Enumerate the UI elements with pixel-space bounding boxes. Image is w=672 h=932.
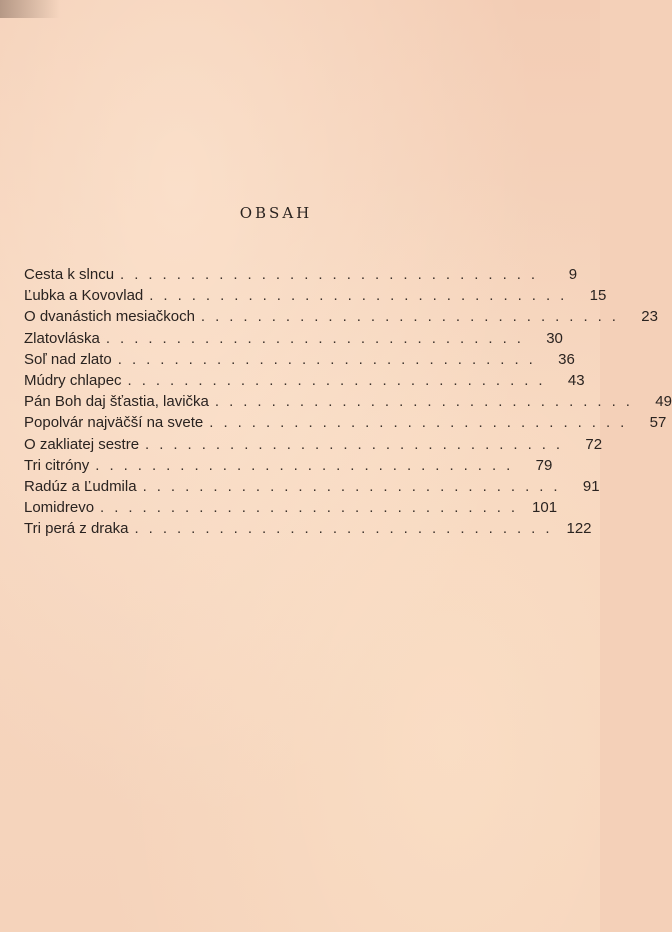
toc-entry	[24, 435, 603, 457]
dot-leader: ..............................	[214, 393, 640, 411]
dot-leader: ..............................	[142, 477, 568, 495]
toc-entry-page: 36	[558, 350, 575, 368]
toc-entry-title: Soľ nad zlato	[24, 350, 112, 368]
toc-entry	[24, 329, 563, 351]
toc-entry-page: 79	[535, 456, 553, 474]
toc-entry	[24, 456, 553, 478]
toc-entry-page: 15	[589, 287, 607, 305]
dot-leader: ..............................	[200, 308, 626, 326]
toc-entry	[24, 308, 658, 329]
dot-leader: ..............................	[105, 329, 531, 347]
dot-leader: ..............................	[127, 371, 553, 389]
toc-entry-page: 122	[566, 520, 592, 538]
toc-entry	[24, 393, 672, 414]
toc-entry-title: Zlatovláska	[24, 329, 100, 347]
toc-entry	[24, 350, 575, 372]
toc-entry-title: Múdry chlapec	[24, 371, 122, 389]
toc-entry	[24, 477, 600, 499]
page-corner-shadow	[0, 0, 60, 18]
dot-leader: ..............................	[100, 499, 526, 517]
toc-entry-page: 57	[649, 414, 667, 432]
toc-entry-title: Radúz a Ľudmila	[24, 477, 137, 495]
toc-entry-title: Pán Boh daj šťastia, lavička	[24, 393, 209, 411]
toc-entry	[24, 499, 558, 520]
toc-entry-page: 49	[655, 393, 672, 411]
dot-leader: ..............................	[120, 266, 546, 283]
dot-leader: ..............................	[134, 520, 560, 538]
toc-entry-page: 43	[567, 371, 585, 389]
toc-entry	[24, 287, 607, 308]
toc-entry	[24, 371, 585, 393]
toc-entry-title: Tri perá z draka	[24, 520, 129, 538]
toc-entry-title: Lomidrevo	[24, 499, 95, 517]
toc-entry-page: 91	[582, 477, 600, 495]
toc-entry-page: 30	[546, 329, 563, 347]
toc-heading: OBSAH	[239, 204, 313, 222]
toc-entry-title: Ľubka a Kovovlad	[24, 287, 144, 305]
dot-leader: ..............................	[117, 350, 543, 368]
toc-entry-title: Popolvár najväčší na svete	[24, 414, 204, 432]
dot-leader: ..............................	[209, 414, 635, 432]
toc-entry-page: 72	[585, 435, 603, 453]
dot-leader: ..............................	[145, 435, 571, 453]
toc-entry-title: Cesta k slncu	[24, 266, 115, 283]
toc-entry-page: 101	[532, 499, 558, 517]
toc-entry	[24, 414, 667, 435]
table-of-contents	[24, 266, 672, 541]
toc-entry-title: O zakliatej sestre	[24, 435, 140, 453]
toc-entry-page: 23	[641, 308, 658, 326]
toc-entry	[24, 266, 578, 287]
toc-entry-title: O dvanástich mesiačkoch	[24, 308, 195, 326]
dot-leader: ..............................	[95, 456, 521, 474]
toc-entry-title: Tri citróny	[24, 456, 90, 474]
dot-leader: ..............................	[149, 287, 575, 305]
toc-entry	[24, 520, 592, 541]
toc-entry-page: 9	[568, 266, 578, 283]
